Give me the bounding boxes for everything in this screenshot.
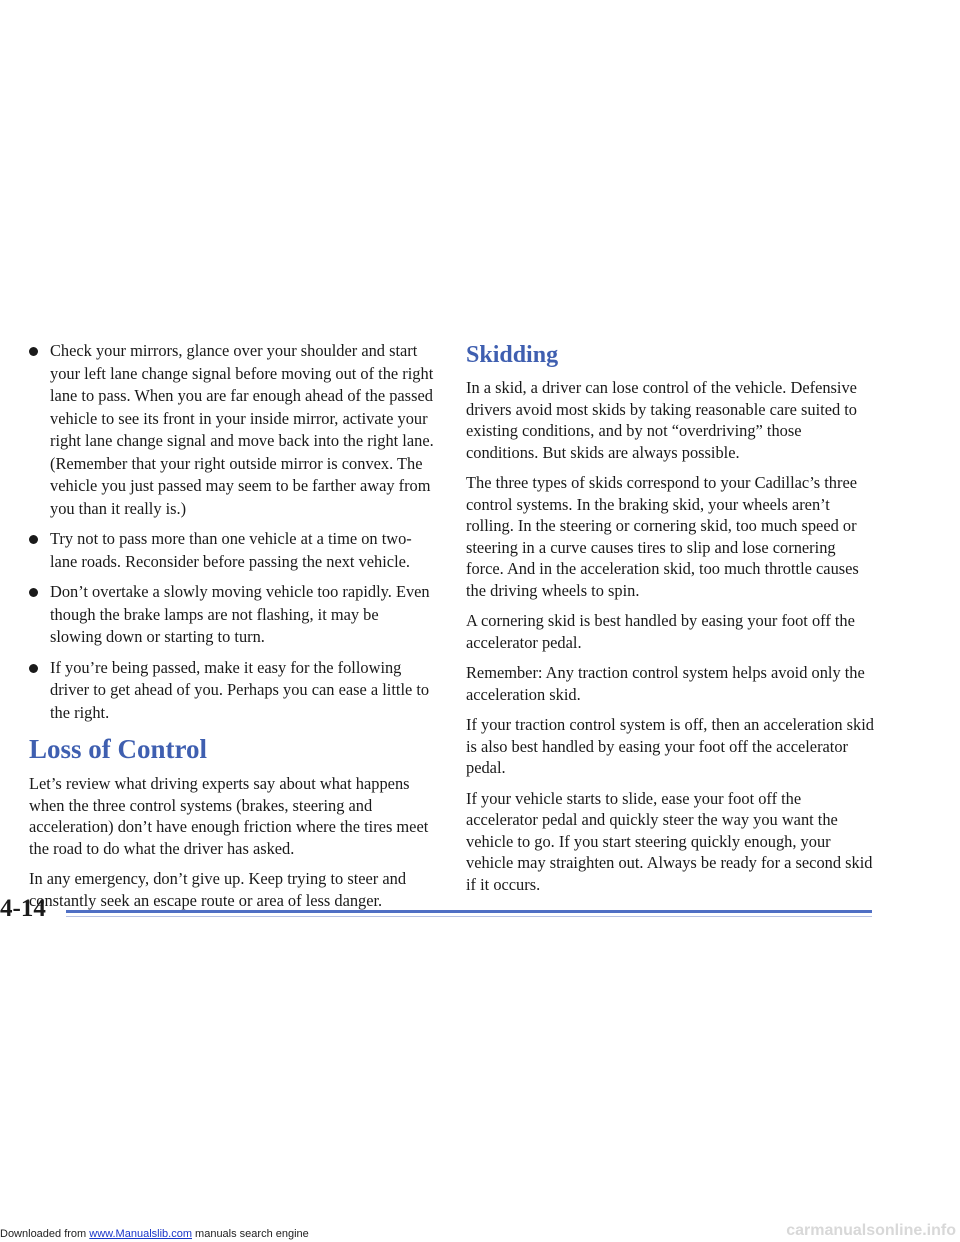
bullet-icon [29, 588, 38, 597]
paragraph: Let’s review what driving experts say about what happens when the three control systems (brakes, steering and acceleration) don’t have enough friction where the tires meet the road to do what the driver has asked. [29, 774, 429, 858]
list-item [29, 340, 434, 520]
right-column [466, 340, 876, 904]
watermark: carmanualsonline.info [786, 1222, 956, 1239]
page-number: 4-14 [0, 895, 46, 922]
paragraph: If your traction control system is off, then an acceleration skid is also best handled by easing your foot off the accelerator pedal. [466, 715, 874, 777]
footer-rule-thin [66, 916, 872, 917]
paragraph: Remember: Any traction control system helps avoid only the acceleration skid. [466, 663, 865, 704]
manualslib-link[interactable]: www.Manualslib.com [89, 1228, 192, 1240]
download-prefix: Downloaded from [0, 1228, 90, 1240]
bullet-icon [29, 347, 38, 356]
passing-tips-list [29, 340, 434, 724]
loss-of-control-heading: Loss of Control [29, 734, 208, 764]
footer-rule [66, 910, 872, 913]
bullet-text: Check your mirrors, glance over your shoulder and start your left lane change signal before moving out of the right lane to pass. When you are far enough ahead of the passed vehicle to see its front in your inside mirror, activate your right lane change signal and move back into the right lane. (Remember that your right outside mirror is convex. The vehicle you just passed may seem to be farther away from you than it really is.) [50, 341, 434, 518]
left-column [29, 340, 434, 920]
list-item [29, 528, 434, 573]
download-notice [0, 1228, 309, 1240]
bullet-text: If you’re being passed, make it easy for the following driver to get ahead of you. Perhaps you can ease a little to the right. [50, 657, 430, 722]
paragraph: The three types of skids correspond to your Cadillac’s three control systems. In the braking skid, your wheels aren’t rolling. In the steering or cornering skid, too much speed or steering in a curve causes tires to slip and lose cornering force. And in the acceleration skid, too much throttle causes the driving wheels to spin. [466, 473, 859, 600]
bullet-text: Don’t overtake a slowly moving vehicle too rapidly. Even though the brake lamps are not flashing, it may be slowing down or starting to turn. [50, 582, 430, 646]
download-suffix: manuals search engine [191, 1228, 309, 1240]
list-item [29, 657, 434, 725]
paragraph: In a skid, a driver can lose control of the vehicle. Defensive drivers avoid most skids by taking reasonable care suited to existing conditions, and by not “overdriving” those conditions. But skids are always possible. [466, 378, 858, 462]
skidding-heading: Skidding [466, 342, 559, 368]
paragraph: If your vehicle starts to slide, ease your foot off the accelerator pedal and quickly steer the way you want the vehicle to go. If you start steering quickly enough, your vehicle may straighten out. Always be ready for a second skid if it occurs. [466, 788, 873, 894]
bullet-text: Try not to pass more than one vehicle at a time on two-lane roads. Reconsider before passing the next vehicle. [50, 529, 412, 571]
bullet-icon [29, 664, 38, 673]
paragraph: In any emergency, don’t give up. Keep trying to steer and constantly seek an escape route or area of less danger. [29, 869, 407, 910]
bullet-icon [29, 535, 38, 544]
list-item [29, 581, 434, 649]
paragraph: A cornering skid is best handled by easing your foot off the accelerator pedal. [466, 611, 855, 652]
